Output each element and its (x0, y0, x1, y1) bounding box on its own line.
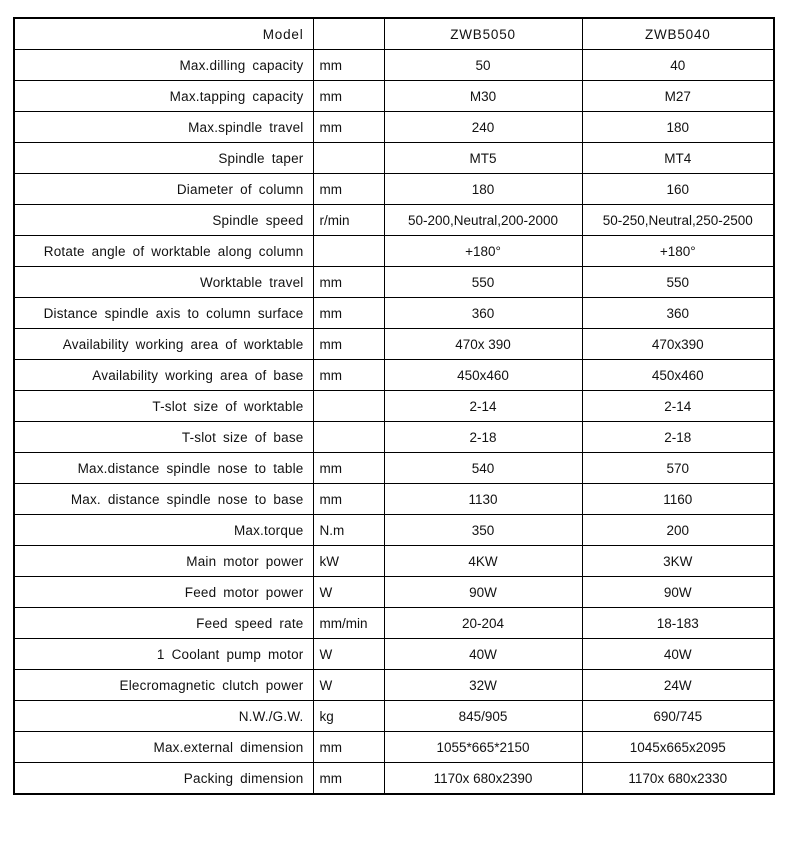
spec-parameter: Max.spindle travel (14, 112, 313, 143)
spec-value-zwb5040: 690/745 (582, 701, 774, 732)
table-row (14, 484, 774, 515)
spec-parameter: Feed motor power (14, 577, 313, 608)
spec-parameter: T-slot size of worktable (14, 391, 313, 422)
spec-value-zwb5050: 2-18 (384, 422, 582, 453)
spec-unit: mm (313, 50, 384, 81)
spec-unit (313, 236, 384, 267)
spec-value-zwb5050: 1055*665*2150 (384, 732, 582, 763)
spec-unit: mm (313, 453, 384, 484)
table-row (14, 763, 774, 795)
spec-value-zwb5050: 540 (384, 453, 582, 484)
spec-unit: mm/min (313, 608, 384, 639)
spec-value-zwb5040: MT4 (582, 143, 774, 174)
model-name-2: ZWB5040 (582, 18, 774, 50)
spec-value-zwb5050: 845/905 (384, 701, 582, 732)
table-row (14, 298, 774, 329)
spec-unit (313, 422, 384, 453)
spec-unit: r/min (313, 205, 384, 236)
spec-unit (313, 143, 384, 174)
spec-parameter: N.W./G.W. (14, 701, 313, 732)
spec-value-zwb5040: 18-183 (582, 608, 774, 639)
spec-parameter: Max.torque (14, 515, 313, 546)
model-label: Model (14, 18, 313, 50)
unit-header (313, 18, 384, 50)
spec-parameter: Max.tapping capacity (14, 81, 313, 112)
table-row (14, 143, 774, 174)
specification-table-body (14, 18, 774, 794)
table-row (14, 112, 774, 143)
table-row (14, 701, 774, 732)
spec-value-zwb5040: 1160 (582, 484, 774, 515)
spec-value-zwb5050: 2-14 (384, 391, 582, 422)
spec-unit: mm (313, 81, 384, 112)
spec-value-zwb5040: 50-250,Neutral,250-2500 (582, 205, 774, 236)
spec-parameter: T-slot size of base (14, 422, 313, 453)
model-name-1: ZWB5050 (384, 18, 582, 50)
spec-value-zwb5050: M30 (384, 81, 582, 112)
spec-value-zwb5040: 570 (582, 453, 774, 484)
spec-parameter: Main motor power (14, 546, 313, 577)
table-row (14, 608, 774, 639)
spec-unit (313, 391, 384, 422)
spec-parameter: Worktable travel (14, 267, 313, 298)
spec-value-zwb5040: 360 (582, 298, 774, 329)
table-row (14, 670, 774, 701)
spec-parameter: Availability working area of worktable (14, 329, 313, 360)
table-row (14, 50, 774, 81)
spec-unit: W (313, 670, 384, 701)
spec-value-zwb5040: +180° (582, 236, 774, 267)
spec-value-zwb5040: M27 (582, 81, 774, 112)
spec-unit: W (313, 577, 384, 608)
spec-value-zwb5040: 1170x 680x2330 (582, 763, 774, 795)
spec-value-zwb5050: 90W (384, 577, 582, 608)
spec-value-zwb5040: 40W (582, 639, 774, 670)
spec-value-zwb5040: 90W (582, 577, 774, 608)
table-row (14, 81, 774, 112)
spec-unit: mm (313, 112, 384, 143)
spec-value-zwb5050: 1130 (384, 484, 582, 515)
spec-unit: N.m (313, 515, 384, 546)
table-row (14, 329, 774, 360)
specification-table (13, 17, 775, 795)
spec-value-zwb5050: 180 (384, 174, 582, 205)
spec-value-zwb5040: 550 (582, 267, 774, 298)
table-row (14, 205, 774, 236)
spec-unit: mm (313, 360, 384, 391)
spec-value-zwb5050: 20-204 (384, 608, 582, 639)
spec-value-zwb5050: 32W (384, 670, 582, 701)
spec-value-zwb5050: 470x 390 (384, 329, 582, 360)
table-row (14, 453, 774, 484)
spec-value-zwb5040: 40 (582, 50, 774, 81)
spec-value-zwb5040: 24W (582, 670, 774, 701)
spec-unit: mm (313, 732, 384, 763)
spec-unit: mm (313, 329, 384, 360)
spec-unit: mm (313, 484, 384, 515)
spec-parameter: Elecromagnetic clutch power (14, 670, 313, 701)
spec-value-zwb5040: 450x460 (582, 360, 774, 391)
spec-parameter: Spindle taper (14, 143, 313, 174)
spec-value-zwb5050: 4KW (384, 546, 582, 577)
spec-unit: mm (313, 763, 384, 795)
spec-parameter: Max.external dimension (14, 732, 313, 763)
spec-value-zwb5050: +180° (384, 236, 582, 267)
spec-value-zwb5040: 160 (582, 174, 774, 205)
spec-value-zwb5050: 40W (384, 639, 582, 670)
spec-value-zwb5050: 350 (384, 515, 582, 546)
spec-parameter: Max.dilling capacity (14, 50, 313, 81)
table-row (14, 391, 774, 422)
table-row (14, 267, 774, 298)
table-row (14, 174, 774, 205)
spec-value-zwb5050: 1170x 680x2390 (384, 763, 582, 795)
spec-parameter: Packing dimension (14, 763, 313, 795)
spec-parameter: Diameter of column (14, 174, 313, 205)
spec-value-zwb5050: 50 (384, 50, 582, 81)
spec-value-zwb5050: 550 (384, 267, 582, 298)
spec-value-zwb5040: 2-14 (582, 391, 774, 422)
spec-unit: kg (313, 701, 384, 732)
table-row (14, 236, 774, 267)
spec-value-zwb5050: MT5 (384, 143, 582, 174)
spec-parameter: Distance spindle axis to column surface (14, 298, 313, 329)
table-row (14, 546, 774, 577)
table-row (14, 639, 774, 670)
table-row (14, 515, 774, 546)
spec-parameter: Max.distance spindle nose to table (14, 453, 313, 484)
table-row (14, 577, 774, 608)
spec-value-zwb5050: 240 (384, 112, 582, 143)
spec-value-zwb5050: 450x460 (384, 360, 582, 391)
spec-value-zwb5040: 3KW (582, 546, 774, 577)
header-row (14, 18, 774, 50)
spec-value-zwb5040: 470x390 (582, 329, 774, 360)
table-row (14, 360, 774, 391)
spec-parameter: Availability working area of base (14, 360, 313, 391)
spec-unit: mm (313, 267, 384, 298)
spec-value-zwb5040: 200 (582, 515, 774, 546)
spec-value-zwb5050: 50-200,Neutral,200-2000 (384, 205, 582, 236)
spec-unit: kW (313, 546, 384, 577)
spec-parameter: Rotate angle of worktable along column (14, 236, 313, 267)
spec-unit: W (313, 639, 384, 670)
spec-parameter: Max. distance spindle nose to base (14, 484, 313, 515)
spec-value-zwb5050: 360 (384, 298, 582, 329)
spec-parameter: 1 Coolant pump motor (14, 639, 313, 670)
spec-value-zwb5040: 1045x665x2095 (582, 732, 774, 763)
spec-value-zwb5040: 2-18 (582, 422, 774, 453)
spec-unit: mm (313, 174, 384, 205)
spec-unit: mm (313, 298, 384, 329)
spec-parameter: Feed speed rate (14, 608, 313, 639)
spec-parameter: Spindle speed (14, 205, 313, 236)
spec-value-zwb5040: 180 (582, 112, 774, 143)
table-row (14, 732, 774, 763)
table-row (14, 422, 774, 453)
